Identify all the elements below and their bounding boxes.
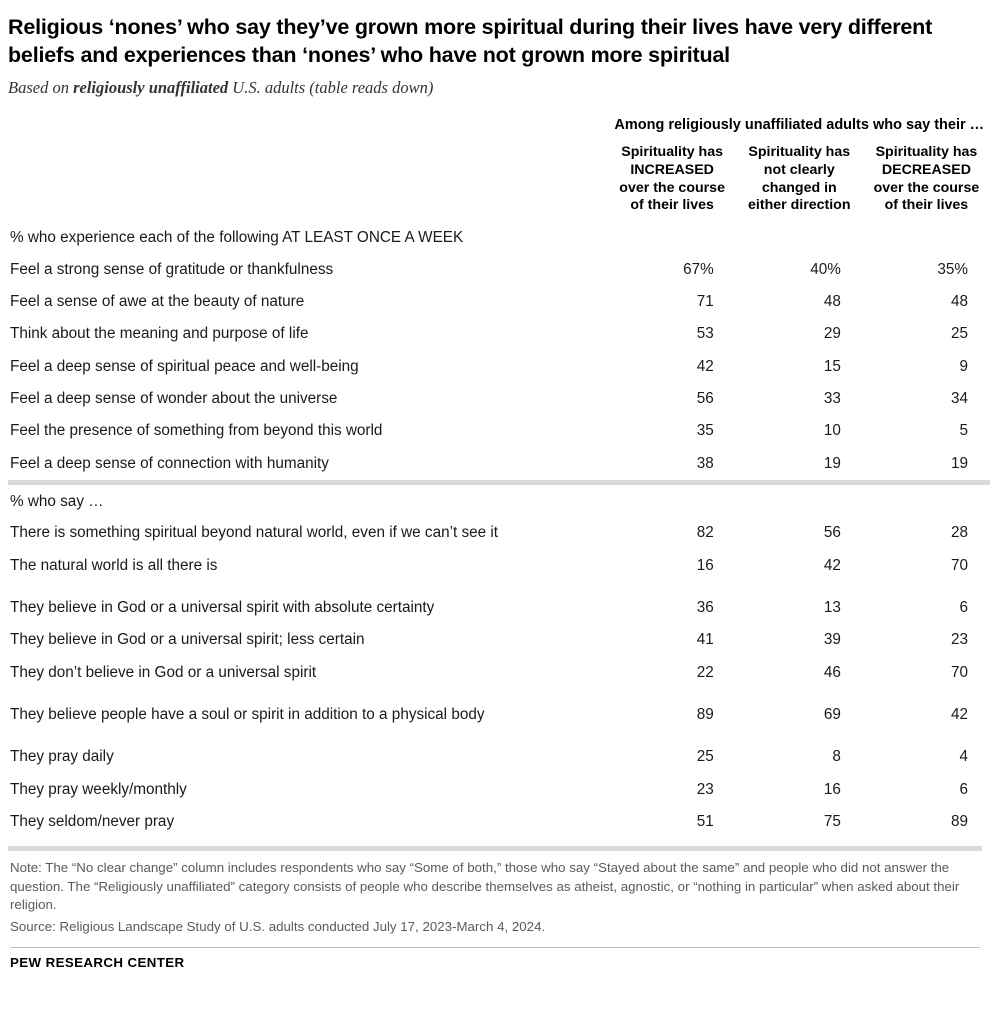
group-gap	[8, 731, 990, 741]
subtitle-emphasis: religiously unaffiliated	[73, 78, 229, 98]
section-heading-beliefs: % who say …	[10, 492, 104, 510]
column-header-decreased: Spirituality has DECREASED over the course of their lives	[873, 144, 980, 214]
row-label: Feel a strong sense of gratitude or thankfulness	[10, 260, 334, 278]
column-group-header: Among religiously unaffiliated adults who say their …	[614, 117, 985, 134]
footer	[8, 846, 982, 969]
row-value-increased: 89	[696, 706, 714, 724]
table-header	[8, 112, 990, 221]
row-value-decreased: 25	[950, 325, 968, 343]
row-value-nochange: 13	[823, 599, 841, 617]
row-value-decreased: 42	[950, 706, 968, 724]
column-header-increased: Spirituality has INCREASED over the course of their lives	[619, 144, 725, 214]
row-value-decreased: 6	[959, 599, 968, 617]
row-value-nochange: 19	[823, 454, 841, 472]
row-label: Think about the meaning and purpose of life	[10, 325, 309, 343]
table-row	[8, 699, 990, 731]
row-value-nochange: 8	[832, 748, 841, 766]
row-value-decreased: 4	[959, 748, 968, 766]
row-value-nochange: 16	[823, 780, 841, 798]
row-value-nochange: 33	[823, 390, 841, 408]
subtitle	[8, 78, 982, 98]
table-row	[8, 806, 990, 838]
row-label: Feel a deep sense of spiritual peace and well-being	[10, 357, 359, 375]
row-value-decreased: 23	[950, 631, 968, 649]
row-value-increased: 56	[696, 390, 714, 408]
subtitle-pre: Based on	[8, 78, 74, 98]
row-label: They pray daily	[10, 748, 114, 766]
group-gap	[8, 689, 990, 699]
row-value-increased: 16	[696, 556, 714, 574]
row-label: They believe in God or a universal spirit with absolute certainty	[10, 598, 435, 616]
table-body	[8, 221, 990, 838]
row-value-nochange: 10	[823, 422, 841, 440]
table-row	[8, 550, 990, 582]
row-label: They don’t believe in God or a universal spirit	[10, 663, 317, 681]
brand-label: PEW RESEARCH CENTER	[10, 954, 185, 970]
row-value-decreased: 70	[950, 556, 968, 574]
subtitle-post: U.S. adults (table reads down)	[228, 78, 434, 98]
row-value-nochange: 39	[823, 631, 841, 649]
column-header-no-change: Spirituality has not clearly changed in either direction	[748, 144, 851, 214]
table-row	[8, 657, 990, 689]
row-label: They pray weekly/monthly	[10, 780, 187, 798]
row-value-decreased: 28	[950, 524, 968, 542]
row-value-nochange: 48	[823, 293, 841, 311]
table-row	[8, 624, 990, 656]
row-value-decreased: 9	[959, 357, 968, 375]
section-heading-experiences: % who experience each of the following AT LEAST ONCE A WEEK	[10, 229, 464, 247]
row-value-increased: 35	[696, 422, 714, 440]
row-label: Feel the presence of something from beyond this world	[10, 422, 383, 440]
row-value-decreased: 19	[950, 454, 968, 472]
table-row	[8, 318, 990, 350]
row-value-increased: 38	[696, 454, 714, 472]
section-heading-row	[8, 485, 990, 517]
table-row	[8, 383, 990, 415]
row-value-nochange: 15	[823, 357, 841, 375]
header-spacer-2	[8, 144, 609, 221]
row-value-nochange: 56	[823, 524, 841, 542]
table-row	[8, 741, 990, 773]
row-value-increased: 22	[696, 663, 714, 681]
header-spacer	[8, 112, 609, 144]
row-label: The natural world is all there is	[10, 556, 218, 574]
row-value-decreased: 5	[959, 422, 968, 440]
row-value-increased: 36	[696, 599, 714, 617]
row-value-decreased: 34	[950, 390, 968, 408]
row-label: Feel a deep sense of wonder about the universe	[10, 389, 338, 407]
row-label: Feel a deep sense of connection with humanity	[10, 454, 329, 472]
brand-divider	[10, 947, 980, 948]
section-heading-row	[8, 221, 990, 253]
row-value-nochange: 40%	[810, 260, 841, 278]
row-value-nochange: 69	[823, 706, 841, 724]
table-row	[8, 415, 990, 447]
table-row	[8, 351, 990, 383]
row-label: They seldom/never pray	[10, 813, 175, 830]
row-value-nochange: 42	[823, 556, 841, 574]
row-value-decreased: 6	[959, 780, 968, 798]
page-title: Religious ‘nones’ who say they’ve grown more spiritual during their lives have very different beliefs and experiences than ‘nones’ who have not grown more spiritual	[8, 15, 933, 67]
group-gap	[8, 582, 990, 592]
table-row	[8, 448, 990, 480]
row-value-increased: 53	[696, 325, 714, 343]
row-value-nochange: 29	[823, 325, 841, 343]
row-value-decreased: 48	[950, 293, 968, 311]
row-label: There is something spiritual beyond natural world, even if we can’t see it	[10, 524, 499, 542]
row-value-increased: 71	[696, 293, 714, 311]
row-value-nochange: 75	[823, 813, 841, 831]
table-row	[8, 592, 990, 624]
row-label: They believe in God or a universal spirit; less certain	[10, 631, 365, 649]
row-value-nochange: 46	[823, 663, 841, 681]
table-row	[8, 517, 990, 549]
source-line: Source: Religious Landscape Study of U.S. adults conducted July 17, 2023-March 4, 2024.	[10, 919, 546, 935]
row-value-increased: 23	[696, 780, 714, 798]
table-row	[8, 286, 990, 318]
row-value-increased: 82	[696, 524, 714, 542]
table-row	[8, 774, 990, 806]
row-value-increased: 41	[696, 631, 714, 649]
footnote: Note: The “No clear change” column includes respondents who say “Some of both,” those who say “Stayed about the same” and people who did not answer the question. The “Religiously unaffiliated” category consists of people who describe themselves as atheist, agnostic, or “nothing in particular” when asked about their religion.	[10, 860, 960, 913]
row-value-increased: 51	[696, 813, 714, 831]
table-row	[8, 254, 990, 286]
row-value-decreased: 35%	[937, 260, 968, 278]
top-rule	[0, 0, 990, 3]
row-value-increased: 67%	[683, 260, 714, 278]
row-value-increased: 25	[696, 748, 714, 766]
row-label: Feel a sense of awe at the beauty of nature	[10, 292, 305, 310]
data-table	[8, 112, 990, 838]
row-value-decreased: 89	[950, 813, 968, 831]
row-value-decreased: 70	[950, 663, 968, 681]
row-label: They believe people have a soul or spirit in addition to a physical body	[10, 705, 485, 723]
row-value-increased: 42	[696, 357, 714, 375]
